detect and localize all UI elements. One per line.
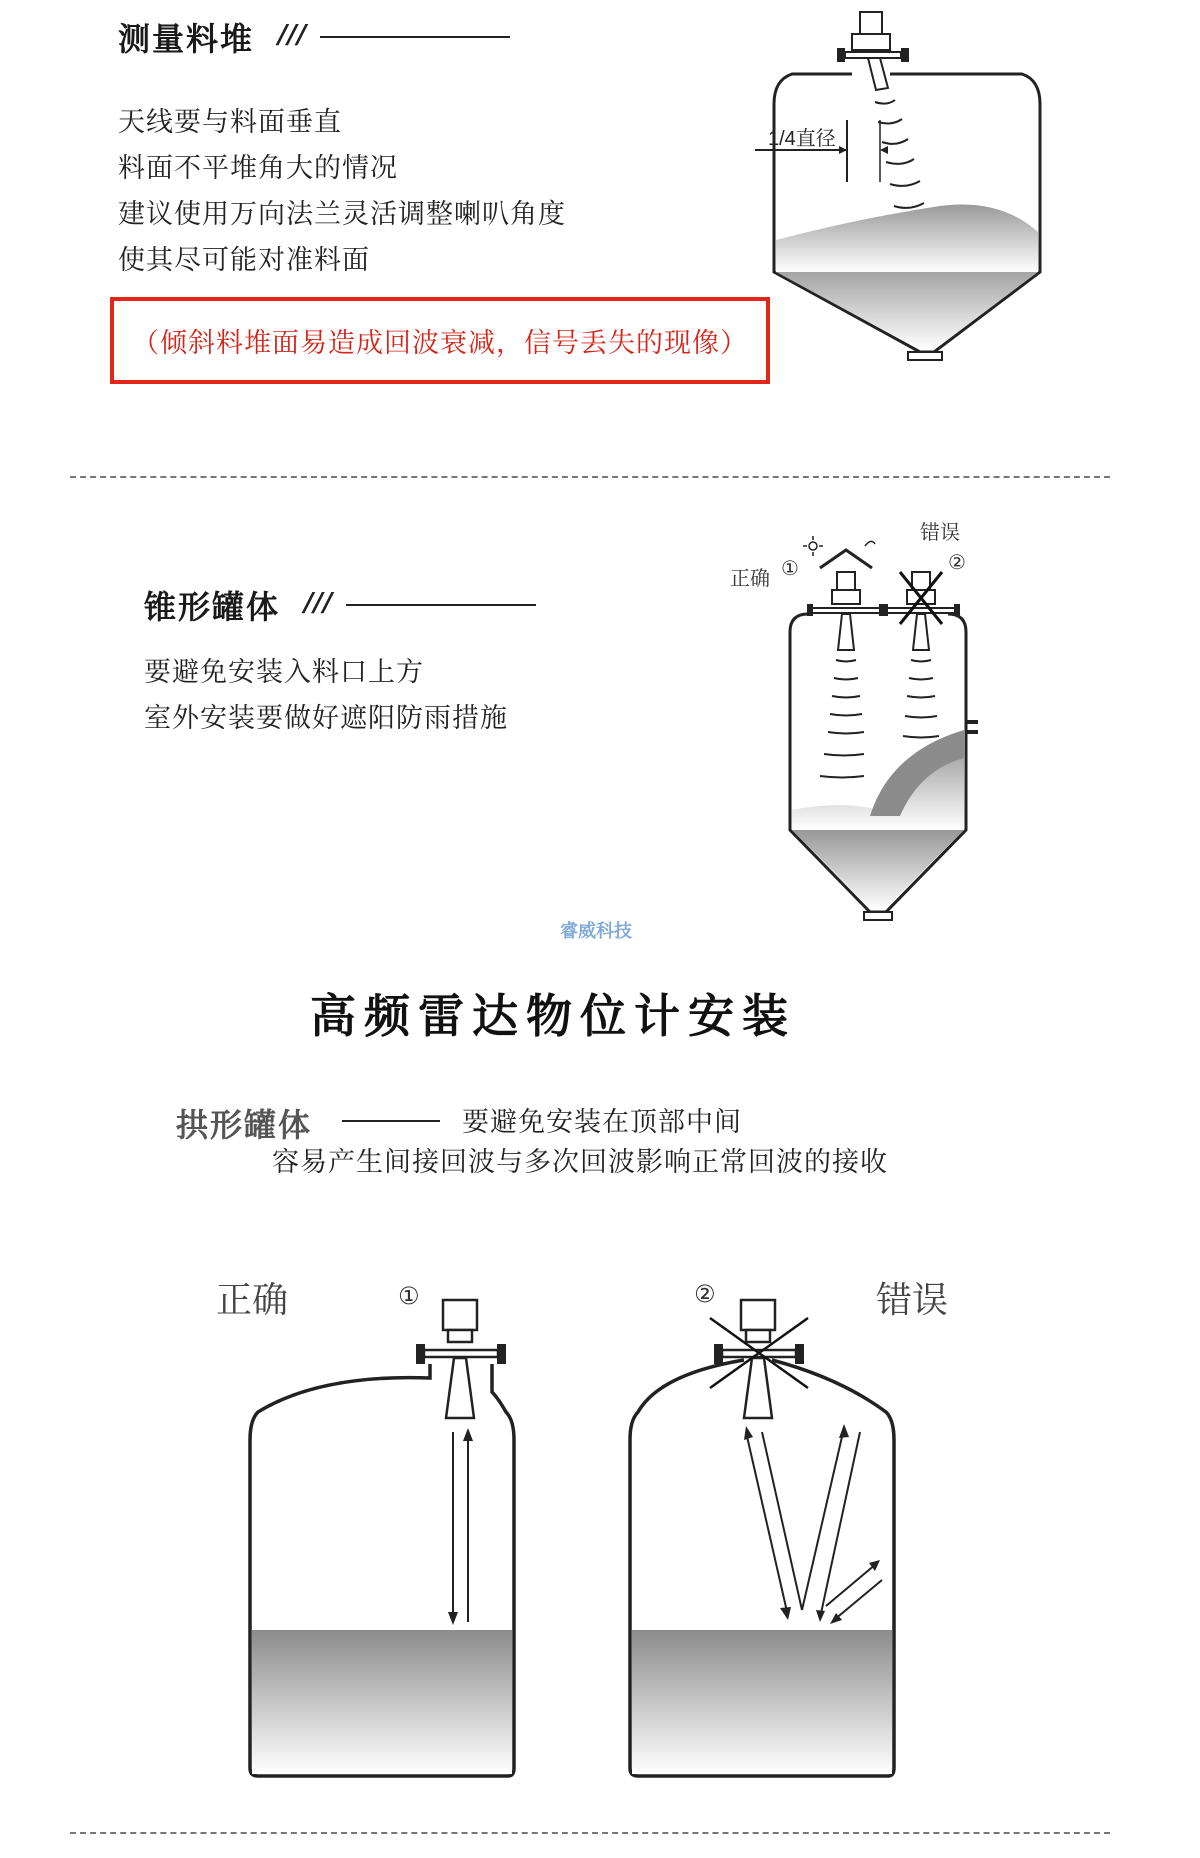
section2-line-1: 要避免安装入料口上方 (144, 657, 424, 688)
dashed-separator-bottom (70, 1832, 1110, 1834)
heading-slash-decor: /// (304, 588, 333, 618)
section1-heading: 测量料堆 (118, 20, 255, 58)
label-wrong-small: 错误 (920, 520, 960, 544)
cone-tank-diagram (780, 520, 1000, 940)
section1-line-4: 使其尽可能对准料面 (118, 245, 370, 276)
label-correct: 正确 (216, 1280, 289, 1321)
num-wrong: ② (694, 1280, 716, 1308)
label-correct-small: 正确 (730, 566, 770, 590)
section2-line-2: 室外安装要做好遮阳防雨措施 (144, 703, 508, 734)
num-correct: ① (398, 1282, 420, 1310)
silo-pile-diagram (740, 0, 1080, 380)
section1-line-1: 天线要与料面垂直 (118, 107, 342, 138)
section1-line-3: 建议使用万向法兰灵活调整喇叭角度 (118, 199, 566, 230)
heading-slash-decor: /// (278, 20, 307, 50)
warning-box (110, 297, 770, 384)
main-title: 高频雷达物位计安装 (310, 989, 796, 1043)
section3-line-2: 容易产生间接回波与多次回波影响正常回波的接收 (272, 1147, 888, 1178)
section2-heading: 锥形罐体 (144, 588, 281, 626)
watermark: 睿威科技 (560, 921, 632, 942)
arched-tank-correct-diagram (240, 1280, 530, 1780)
heading-rule (346, 604, 536, 606)
heading-rule (342, 1120, 440, 1122)
num-correct-small: ① (781, 556, 799, 580)
warning-text: （倾斜料堆面易造成回波衰减，信号丢失的现像） (132, 328, 748, 359)
section3-line-1: 要避免安装在顶部中间 (462, 1107, 742, 1138)
section3-heading: 拱形罐体 (176, 1106, 313, 1144)
heading-rule (320, 36, 510, 38)
section1-line-2: 料面不平堆角大的情况 (118, 153, 398, 184)
label-wrong: 错误 (876, 1280, 949, 1321)
arched-tank-wrong-diagram (620, 1280, 910, 1780)
dashed-separator (70, 476, 1110, 478)
diameter-label: 1/4直径 (768, 128, 836, 150)
num-wrong-small: ② (948, 550, 966, 574)
